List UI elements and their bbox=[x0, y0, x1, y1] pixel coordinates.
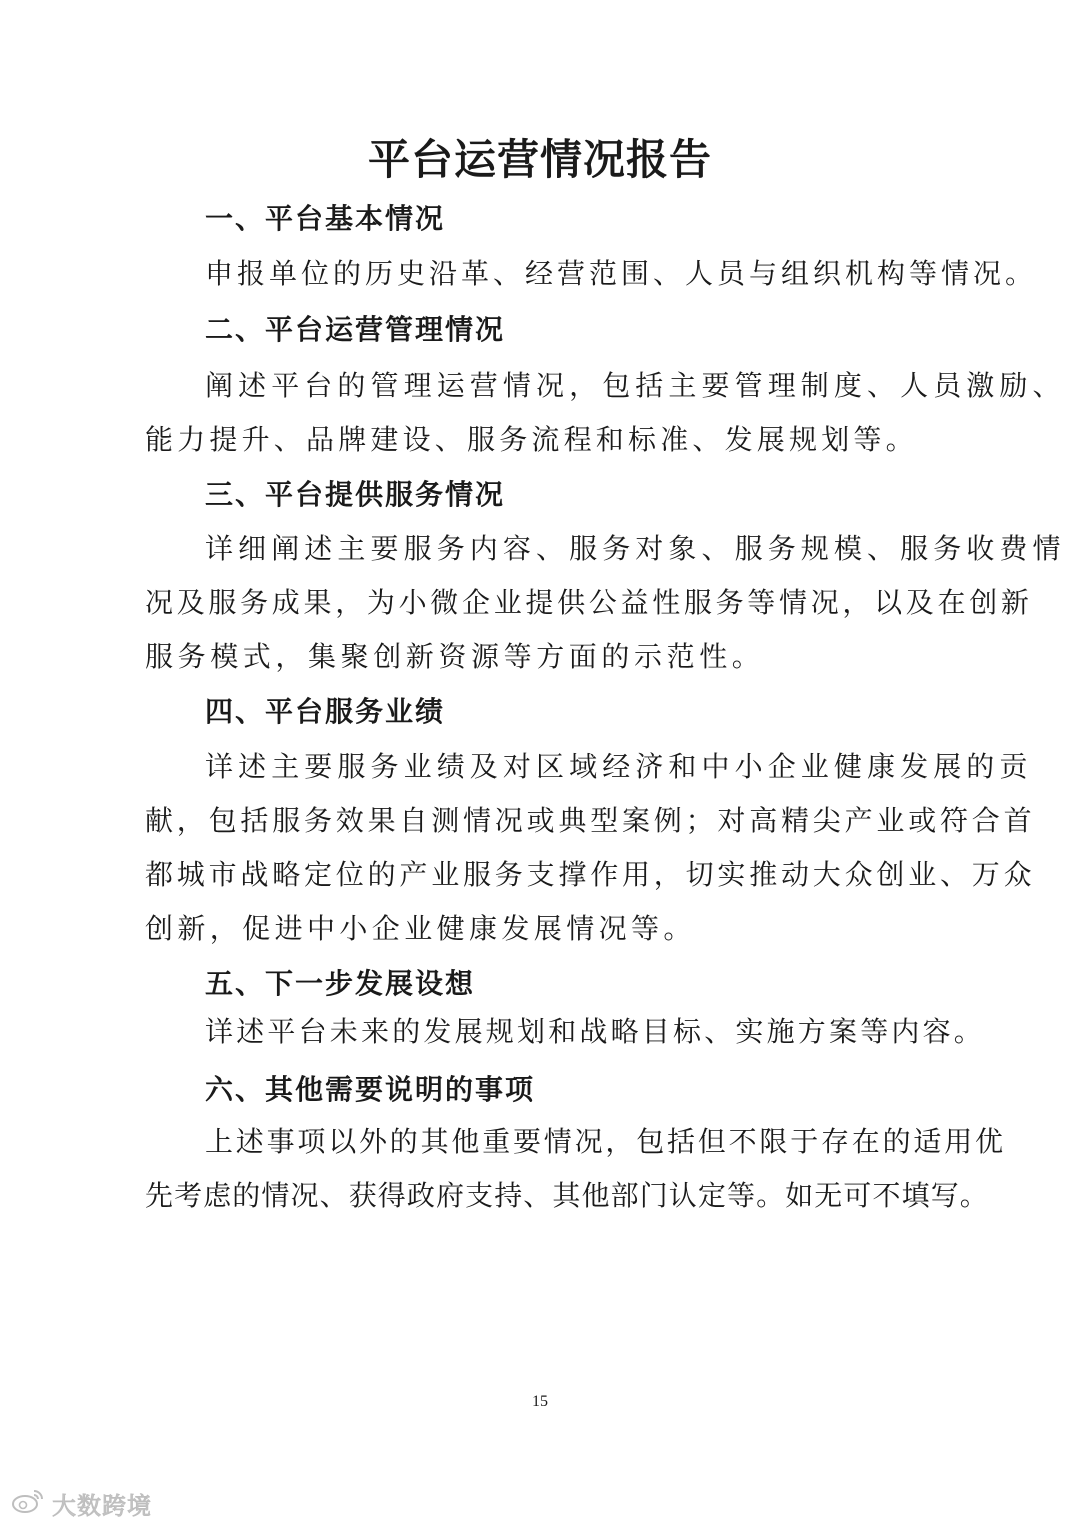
section-heading-6: 六、其他需要说明的事项 bbox=[205, 1073, 536, 1106]
weibo-logo-icon bbox=[10, 1487, 46, 1519]
section-3-line-1: 详细阐述主要服务内容、服务对象、服务规模、服务收费情 bbox=[205, 532, 1066, 565]
section-2-line-1: 阐述平台的管理运营情况，包括主要管理制度、人员激励、 bbox=[205, 369, 1066, 402]
section-heading-2: 二、平台运营管理情况 bbox=[205, 313, 506, 346]
section-6-line-1: 上述事项以外的其他重要情况，包括但不限于存在的适用优 bbox=[205, 1125, 1006, 1158]
section-heading-5: 五、下一步发展设想 bbox=[205, 967, 476, 1000]
section-2-line-2: 能力提升、品牌建设、服务流程和标准、发展规划等。 bbox=[145, 423, 918, 456]
watermark bbox=[10, 1488, 152, 1518]
section-4-line-1: 详述主要服务业绩及对区域经济和中小企业健康发展的贡 bbox=[205, 750, 1033, 783]
page-number: 15 bbox=[532, 1393, 548, 1410]
section-4-line-4: 创新，促进中小企业健康发展情况等。 bbox=[145, 912, 696, 945]
section-1-line-1: 申报单位的历史沿革、经营范围、人员与组织机构等情况。 bbox=[205, 257, 1038, 290]
section-heading-3: 三、平台提供服务情况 bbox=[205, 478, 506, 511]
section-6-line-2: 先考虑的情况、获得政府支持、其他部门认定等。如无可不填写。 bbox=[145, 1179, 989, 1212]
section-heading-4: 四、平台服务业绩 bbox=[205, 695, 446, 728]
section-3-line-3: 服务模式，集聚创新资源等方面的示范性。 bbox=[145, 640, 765, 673]
section-3-line-2: 况及服务成果，为小微企业提供公益性服务等情况，以及在创新 bbox=[145, 586, 1033, 619]
document-title: 平台运营情况报告 bbox=[367, 135, 712, 184]
section-4-line-2: 献，包括服务效果自测情况或典型案例；对高精尖产业或符合首 bbox=[145, 804, 1036, 837]
watermark-text: 大数跨境 bbox=[52, 1491, 152, 1520]
section-5-line-1: 详述平台未来的发展规划和战略目标、实施方案等内容。 bbox=[205, 1015, 986, 1048]
section-heading-1: 一、平台基本情况 bbox=[205, 202, 446, 235]
section-4-line-3: 都城市战略定位的产业服务支撑作用，切实推动大众创业、万众 bbox=[145, 858, 1036, 891]
